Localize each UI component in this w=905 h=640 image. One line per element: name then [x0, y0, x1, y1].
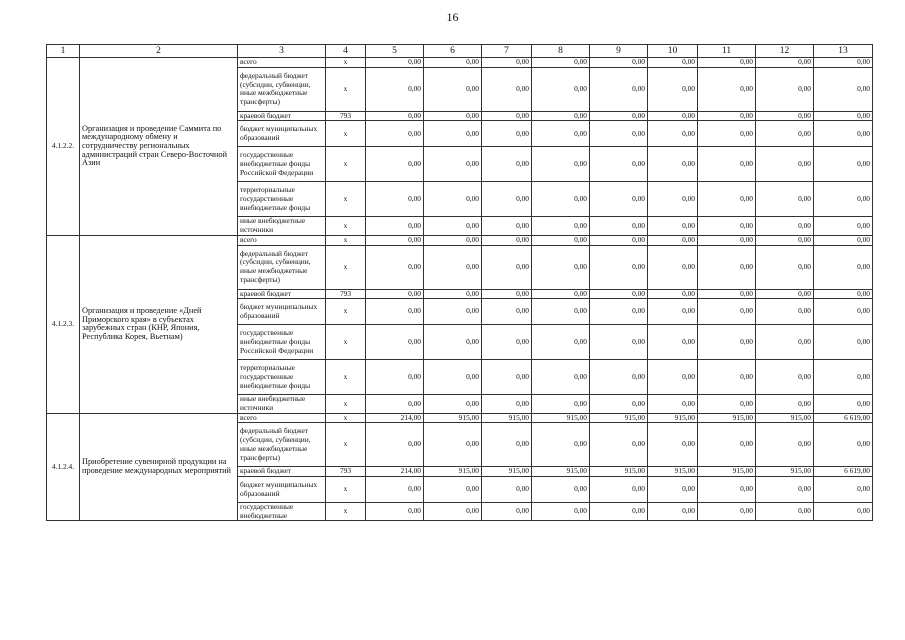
column-header: 9 — [590, 45, 648, 58]
budget-code: х — [326, 477, 366, 503]
budget-code: 793 — [326, 289, 366, 299]
amount-cell: 0,00 — [698, 289, 756, 299]
measure-code: 4.1.2.2. — [47, 58, 80, 236]
amount-cell: 0,00 — [424, 245, 482, 289]
amount-cell: 0,00 — [648, 477, 698, 503]
budget-code: х — [326, 121, 366, 147]
amount-cell: 0,00 — [366, 423, 424, 467]
amount-cell: 0,00 — [424, 289, 482, 299]
amount-cell: 0,00 — [698, 423, 756, 467]
amount-cell: 0,00 — [424, 121, 482, 147]
amount-cell: 0,00 — [482, 58, 532, 68]
amount-cell: 0,00 — [756, 477, 814, 503]
amount-cell: 0,00 — [756, 325, 814, 360]
amount-cell: 0,00 — [648, 245, 698, 289]
amount-cell: 0,00 — [532, 147, 590, 182]
budget-code: х — [326, 235, 366, 245]
amount-cell: 915,00 — [698, 467, 756, 477]
budget-code: х — [326, 299, 366, 325]
amount-cell: 0,00 — [366, 289, 424, 299]
budget-code: х — [326, 423, 366, 467]
amount-cell: 0,00 — [424, 325, 482, 360]
amount-cell: 0,00 — [590, 395, 648, 413]
amount-cell: 0,00 — [590, 121, 648, 147]
amount-cell: 0,00 — [814, 477, 873, 503]
amount-cell: 915,00 — [424, 413, 482, 423]
amount-cell: 0,00 — [366, 299, 424, 325]
funding-source: бюджет муниципальных образований — [238, 121, 326, 147]
amount-cell: 0,00 — [482, 217, 532, 235]
funding-source: федеральный бюджет (субсидии, субвенции, иные межбюджетные трансферты) — [238, 423, 326, 467]
funding-source: иные внебюджетные источники — [238, 217, 326, 235]
amount-cell: 0,00 — [814, 235, 873, 245]
amount-cell: 915,00 — [424, 467, 482, 477]
funding-source: бюджет муниципальных образований — [238, 299, 326, 325]
amount-cell: 0,00 — [698, 111, 756, 121]
amount-cell: 0,00 — [424, 360, 482, 395]
amount-cell: 0,00 — [698, 299, 756, 325]
amount-cell: 0,00 — [756, 299, 814, 325]
amount-cell: 0,00 — [482, 121, 532, 147]
amount-cell: 0,00 — [698, 67, 756, 111]
funding-source: всего — [238, 58, 326, 68]
amount-cell: 0,00 — [648, 235, 698, 245]
amount-cell: 0,00 — [482, 395, 532, 413]
amount-cell: 915,00 — [482, 467, 532, 477]
amount-cell: 0,00 — [424, 503, 482, 521]
amount-cell: 0,00 — [648, 325, 698, 360]
amount-cell: 0,00 — [366, 67, 424, 111]
amount-cell: 0,00 — [590, 245, 648, 289]
funding-source: государственные внебюджетные — [238, 503, 326, 521]
amount-cell: 0,00 — [814, 325, 873, 360]
amount-cell: 915,00 — [532, 467, 590, 477]
table-row — [47, 413, 873, 423]
amount-cell: 0,00 — [424, 217, 482, 235]
amount-cell: 0,00 — [482, 325, 532, 360]
amount-cell: 0,00 — [814, 147, 873, 182]
column-header: 3 — [238, 45, 326, 58]
amount-cell: 0,00 — [814, 503, 873, 521]
column-header: 11 — [698, 45, 756, 58]
amount-cell: 0,00 — [590, 360, 648, 395]
amount-cell: 0,00 — [648, 147, 698, 182]
amount-cell: 0,00 — [814, 58, 873, 68]
amount-cell: 0,00 — [590, 58, 648, 68]
budget-code: х — [326, 147, 366, 182]
amount-cell: 0,00 — [424, 182, 482, 217]
column-header: 8 — [532, 45, 590, 58]
column-header: 5 — [366, 45, 424, 58]
amount-cell: 0,00 — [590, 289, 648, 299]
funding-source: государственные внебюджетные фонды Российской Федерации — [238, 147, 326, 182]
amount-cell: 0,00 — [366, 182, 424, 217]
budget-code: х — [326, 395, 366, 413]
amount-cell: 0,00 — [590, 111, 648, 121]
amount-cell: 0,00 — [698, 395, 756, 413]
amount-cell: 0,00 — [648, 182, 698, 217]
amount-cell: 0,00 — [648, 289, 698, 299]
amount-cell: 0,00 — [814, 299, 873, 325]
amount-cell: 0,00 — [756, 67, 814, 111]
funding-source: федеральный бюджет (субсидии, субвенции, иные межбюджетные трансферты) — [238, 67, 326, 111]
amount-cell: 0,00 — [424, 235, 482, 245]
amount-cell: 0,00 — [814, 67, 873, 111]
amount-cell: 0,00 — [756, 182, 814, 217]
amount-cell: 0,00 — [648, 299, 698, 325]
amount-cell: 0,00 — [532, 395, 590, 413]
amount-cell: 6 619,00 — [814, 467, 873, 477]
amount-cell: 0,00 — [366, 235, 424, 245]
budget-code: х — [326, 58, 366, 68]
amount-cell: 0,00 — [756, 147, 814, 182]
amount-cell: 0,00 — [698, 182, 756, 217]
amount-cell: 6 619,00 — [814, 413, 873, 423]
amount-cell: 0,00 — [366, 360, 424, 395]
funding-source: территориальные государственные внебюджетные фонды — [238, 182, 326, 217]
amount-cell: 0,00 — [532, 182, 590, 217]
budget-code: х — [326, 182, 366, 217]
measure-name: Организация и проведение «Дней Приморского края» в субъектах зарубежных стран (КНР, Япония, Республика Корея, Вьетнам) — [80, 235, 238, 413]
amount-cell: 0,00 — [366, 245, 424, 289]
amount-cell: 0,00 — [366, 111, 424, 121]
amount-cell: 0,00 — [532, 360, 590, 395]
amount-cell: 0,00 — [532, 503, 590, 521]
amount-cell: 0,00 — [698, 217, 756, 235]
measure-code: 4.1.2.3. — [47, 235, 80, 413]
amount-cell: 0,00 — [366, 121, 424, 147]
amount-cell: 214,00 — [366, 467, 424, 477]
amount-cell: 0,00 — [482, 503, 532, 521]
amount-cell: 0,00 — [424, 147, 482, 182]
amount-cell: 0,00 — [482, 360, 532, 395]
amount-cell: 0,00 — [814, 289, 873, 299]
amount-cell: 0,00 — [698, 147, 756, 182]
amount-cell: 0,00 — [698, 58, 756, 68]
amount-cell: 0,00 — [532, 299, 590, 325]
amount-cell: 0,00 — [698, 477, 756, 503]
amount-cell: 0,00 — [532, 423, 590, 467]
budget-code: х — [326, 360, 366, 395]
amount-cell: 0,00 — [756, 245, 814, 289]
amount-cell: 0,00 — [590, 147, 648, 182]
amount-cell: 0,00 — [698, 503, 756, 521]
amount-cell: 0,00 — [756, 235, 814, 245]
amount-cell: 0,00 — [698, 245, 756, 289]
amount-cell: 0,00 — [756, 395, 814, 413]
amount-cell: 0,00 — [424, 423, 482, 467]
amount-cell: 0,00 — [366, 477, 424, 503]
measure-code: 4.1.2.4. — [47, 413, 80, 521]
amount-cell: 0,00 — [424, 67, 482, 111]
funding-source: всего — [238, 235, 326, 245]
amount-cell: 0,00 — [482, 111, 532, 121]
budget-code: 793 — [326, 467, 366, 477]
funding-source: бюджет муниципальных образований — [238, 477, 326, 503]
amount-cell: 0,00 — [424, 299, 482, 325]
amount-cell: 0,00 — [532, 121, 590, 147]
amount-cell: 915,00 — [648, 413, 698, 423]
amount-cell: 0,00 — [482, 147, 532, 182]
amount-cell: 0,00 — [590, 299, 648, 325]
funding-source: территориальные государственные внебюджетные фонды — [238, 360, 326, 395]
amount-cell: 915,00 — [482, 413, 532, 423]
amount-cell: 0,00 — [756, 111, 814, 121]
amount-cell: 0,00 — [814, 217, 873, 235]
amount-cell: 0,00 — [482, 235, 532, 245]
budget-code: х — [326, 245, 366, 289]
amount-cell: 915,00 — [756, 413, 814, 423]
amount-cell: 0,00 — [814, 245, 873, 289]
amount-cell: 0,00 — [424, 111, 482, 121]
amount-cell: 0,00 — [424, 58, 482, 68]
amount-cell: 0,00 — [366, 217, 424, 235]
amount-cell: 0,00 — [756, 289, 814, 299]
amount-cell: 0,00 — [814, 360, 873, 395]
column-header: 12 — [756, 45, 814, 58]
amount-cell: 0,00 — [648, 423, 698, 467]
amount-cell: 0,00 — [366, 395, 424, 413]
amount-cell: 915,00 — [698, 413, 756, 423]
amount-cell: 0,00 — [756, 121, 814, 147]
amount-cell: 0,00 — [648, 67, 698, 111]
column-header: 13 — [814, 45, 873, 58]
amount-cell: 0,00 — [482, 477, 532, 503]
amount-cell: 0,00 — [814, 182, 873, 217]
amount-cell: 0,00 — [482, 182, 532, 217]
column-header: 1 — [47, 45, 80, 58]
column-header: 7 — [482, 45, 532, 58]
amount-cell: 915,00 — [532, 413, 590, 423]
amount-cell: 0,00 — [590, 503, 648, 521]
amount-cell: 0,00 — [482, 67, 532, 111]
table-row — [47, 235, 873, 245]
amount-cell: 915,00 — [590, 413, 648, 423]
amount-cell: 0,00 — [366, 325, 424, 360]
amount-cell: 0,00 — [648, 360, 698, 395]
amount-cell: 214,00 — [366, 413, 424, 423]
amount-cell: 0,00 — [532, 235, 590, 245]
table-row — [47, 58, 873, 68]
funding-source: краевой бюджет — [238, 289, 326, 299]
amount-cell: 0,00 — [532, 217, 590, 235]
funding-source: федеральный бюджет (субсидии, субвенции, иные межбюджетные трансферты) — [238, 245, 326, 289]
funding-source: краевой бюджет — [238, 467, 326, 477]
funding-source: краевой бюджет — [238, 111, 326, 121]
measure-name: Организация и проведение Саммита по международному обмену и сотрудничеству региональных администраций стран Северо-Восточной Азии — [80, 58, 238, 236]
funding-source: государственные внебюджетные фонды Российской Федерации — [238, 325, 326, 360]
amount-cell: 0,00 — [590, 182, 648, 217]
amount-cell: 0,00 — [532, 325, 590, 360]
amount-cell: 0,00 — [814, 423, 873, 467]
amount-cell: 0,00 — [532, 111, 590, 121]
column-header: 4 — [326, 45, 366, 58]
funding-source: иные внебюджетные источники — [238, 395, 326, 413]
amount-cell: 0,00 — [532, 289, 590, 299]
header-row — [47, 45, 873, 58]
amount-cell: 0,00 — [590, 477, 648, 503]
amount-cell: 0,00 — [424, 477, 482, 503]
page-number: 16 — [446, 10, 459, 24]
budget-code: х — [326, 217, 366, 235]
budget-code: 793 — [326, 111, 366, 121]
amount-cell: 0,00 — [366, 147, 424, 182]
budget-code: х — [326, 325, 366, 360]
amount-cell: 0,00 — [648, 395, 698, 413]
budget-code: х — [326, 503, 366, 521]
amount-cell: 0,00 — [366, 58, 424, 68]
amount-cell: 915,00 — [756, 467, 814, 477]
amount-cell: 0,00 — [590, 423, 648, 467]
column-header: 6 — [424, 45, 482, 58]
amount-cell: 0,00 — [698, 325, 756, 360]
amount-cell: 0,00 — [482, 245, 532, 289]
amount-cell: 915,00 — [590, 467, 648, 477]
amount-cell: 0,00 — [648, 121, 698, 147]
amount-cell: 0,00 — [532, 67, 590, 111]
amount-cell: 0,00 — [698, 235, 756, 245]
column-header: 2 — [80, 45, 238, 58]
amount-cell: 0,00 — [590, 325, 648, 360]
amount-cell: 0,00 — [532, 245, 590, 289]
budget-code: х — [326, 67, 366, 111]
amount-cell: 0,00 — [482, 299, 532, 325]
amount-cell: 0,00 — [532, 58, 590, 68]
amount-cell: 0,00 — [590, 235, 648, 245]
amount-cell: 0,00 — [814, 395, 873, 413]
budget-table — [46, 44, 873, 521]
budget-code: х — [326, 413, 366, 423]
amount-cell: 0,00 — [482, 423, 532, 467]
amount-cell: 0,00 — [814, 111, 873, 121]
amount-cell: 0,00 — [482, 289, 532, 299]
amount-cell: 0,00 — [648, 503, 698, 521]
amount-cell: 0,00 — [756, 503, 814, 521]
amount-cell: 0,00 — [756, 423, 814, 467]
amount-cell: 0,00 — [648, 111, 698, 121]
amount-cell: 0,00 — [366, 503, 424, 521]
amount-cell: 0,00 — [756, 360, 814, 395]
funding-source: всего — [238, 413, 326, 423]
amount-cell: 0,00 — [698, 360, 756, 395]
amount-cell: 0,00 — [424, 395, 482, 413]
amount-cell: 0,00 — [698, 121, 756, 147]
amount-cell: 0,00 — [814, 121, 873, 147]
amount-cell: 0,00 — [648, 58, 698, 68]
column-header: 10 — [648, 45, 698, 58]
amount-cell: 0,00 — [648, 217, 698, 235]
amount-cell: 915,00 — [648, 467, 698, 477]
amount-cell: 0,00 — [756, 58, 814, 68]
amount-cell: 0,00 — [532, 477, 590, 503]
measure-name: Приобретение сувенирной продукции на проведение международных мероприятий — [80, 413, 238, 521]
amount-cell: 0,00 — [756, 217, 814, 235]
amount-cell: 0,00 — [590, 67, 648, 111]
amount-cell: 0,00 — [590, 217, 648, 235]
table-body — [47, 58, 873, 521]
